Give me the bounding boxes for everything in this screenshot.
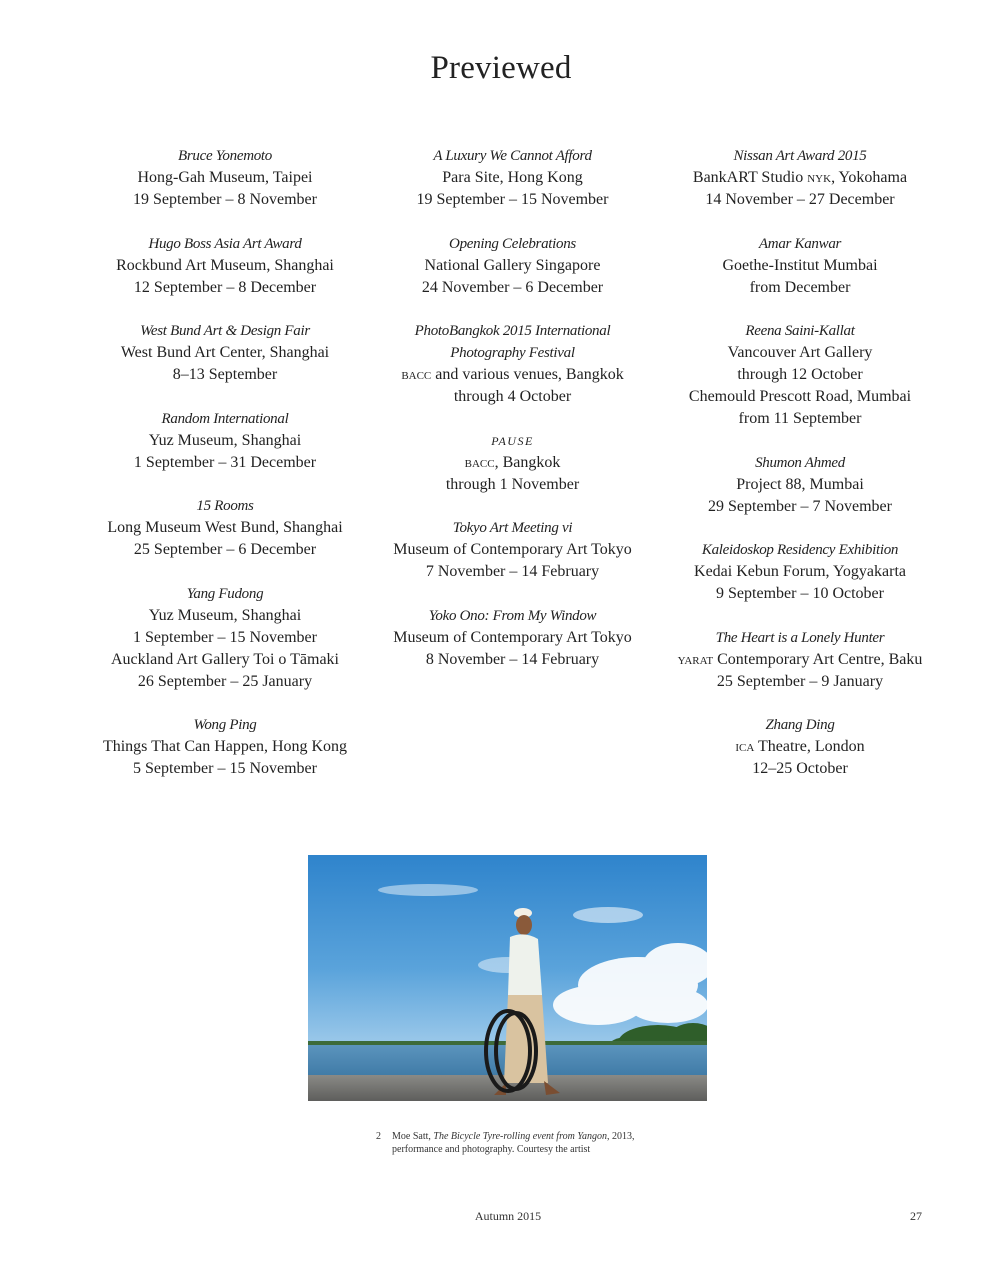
listing-title: The Heart is a Lonely Hunter [715,629,885,646]
listing-dates: 26 September – 25 January [137,672,313,690]
listing-dates: 12 September – 8 December [133,278,317,296]
listing-entry [665,627,935,693]
acronym-small-caps: bacc [401,366,432,383]
acronym-small-caps: yarat [677,650,714,668]
listing-dates: through 12 October [737,366,863,383]
listing-venue: Rockbund Art Museum, Shanghai [116,256,334,274]
listing-venue: Para Site, Hong Kong [442,169,583,186]
figure-number: 2 [376,1131,381,1142]
listing-dates: through 1 November [445,475,580,493]
caption-text [392,1130,672,1156]
listing-title: Tokyo Art Meeting vi [452,520,573,536]
acronym-small-caps: nyk [807,169,832,186]
listing-dates: 12–25 October [752,760,848,777]
listing-venue: Auckland Art Gallery Toi o Tāmaki [110,650,339,668]
page-title: Previewed [430,50,572,86]
listing-entry [90,145,360,211]
listing-venue: BankART Studio nyk, Yokohama [692,169,908,186]
listing-dates: from December [749,278,851,296]
listing-entry [90,233,360,299]
listing-venue: Things That Can Happen, Hong Kong [102,738,348,755]
listing-dates: 8–13 September [172,366,278,383]
listing-dates: 25 September – 6 December [133,541,317,558]
listing-venue: Hong-Gah Museum, Taipei [137,169,313,186]
acronym-small-caps: bacc [464,453,495,471]
footer-issue: Autumn 2015 [474,1209,542,1223]
listing-entry [378,517,648,583]
listing-title: Opening Celebrations [449,235,576,252]
listings [90,145,935,802]
listing-dates: 8 November – 14 February [425,650,600,668]
listing-dates: 1 September – 15 November [133,628,317,646]
listing-title: Random International [161,410,289,427]
listing-venue: Long Museum West Bund, Shanghai [107,519,343,536]
listing-venue: Museum of Contemporary Art Tokyo [393,628,632,646]
listing-dates: 24 November – 6 December [421,278,604,296]
listing-dates: 19 September – 15 November [416,191,609,208]
listing-entry [90,320,360,386]
listing-dates: 29 September – 7 November [708,497,892,515]
page-number: 27 [910,1209,922,1223]
figure-photo [308,855,707,1101]
listing-venue: Museum of Contemporary Art Tokyo [393,541,632,558]
listing-dates: 25 September – 9 January [716,672,884,690]
listing-entry [90,583,360,693]
listing-entry [378,430,648,496]
caption-artist: Moe Satt, [392,1131,434,1142]
listing-dates: 5 September – 15 November [133,760,317,777]
listing-title: Zhang Ding [765,717,835,733]
caption-details: , 2013, performance and photography. Courtesy the artist [392,1131,635,1155]
listing-dates: 7 November – 14 February [425,563,600,580]
listing-entry [90,408,360,474]
listing-venue: yarat Contemporary Art Centre, Baku [677,650,923,668]
listing-title: Kaleidoskop Residency Exhibition [701,542,899,558]
listing-venue: Vancouver Art Gallery [727,344,873,361]
listing-venue: bacc and various venues, Bangkok [401,366,624,383]
listing-dates: 9 September – 10 October [716,585,884,602]
listing-venue: ica Theatre, London [735,738,865,755]
listing-title: Shumon Ahmed [755,454,845,471]
listing-dates: 14 November – 27 December [705,191,895,208]
listing-title: PAUSE [491,433,534,448]
listing-dates: from 11 September [738,410,862,427]
listing-title-continued: Photography Festival [450,345,575,361]
listing-venue: Kedai Kebun Forum, Yogyakarta [694,563,906,580]
listing-dates: 1 September – 31 December [133,453,317,471]
listing-dates: 19 September – 8 November [133,191,317,208]
listing-venue: Goethe-Institut Mumbai [722,256,878,274]
listing-entry [90,714,360,780]
listing-column-3 [665,145,935,802]
listing-entry [90,495,360,561]
listing-title: West Bund Art & Design Fair [140,323,310,339]
listing-venue: National Gallery Singapore [424,256,601,274]
listing-venue: Project 88, Mumbai [736,475,864,493]
listing-entry [378,145,648,211]
listing-title: Reena Saini-Kallat [745,323,855,339]
listing-column-1 [90,145,360,802]
listing-entry [665,145,935,211]
listing-entry [665,452,935,518]
listing-title: Yang Fudong [186,585,264,602]
listing-title: PhotoBangkok 2015 International [414,323,611,339]
listing-entry [665,714,935,780]
listing-venue: Yuz Museum, Shanghai [148,431,302,449]
listing-column-2 [378,145,648,802]
listing-title: Hugo Boss Asia Art Award [148,235,302,252]
listing-title: Wong Ping [193,717,257,733]
listing-venue: bacc, Bangkok [464,453,561,471]
listing-entry [378,320,648,408]
listing-entry [665,539,935,605]
caption-work-title: The Bicycle Tyre-rolling event from Yangon [433,1131,607,1142]
photo-illustration [308,855,707,1101]
listing-entry [378,605,648,671]
listing-title: Amar Kanwar [758,235,842,252]
listing-title: A Luxury We Cannot Afford [433,148,592,164]
listing-dates: through 4 October [453,388,572,405]
listing-entry [378,233,648,299]
acronym-small-caps: ica [735,738,755,755]
listing-venue: West Bund Art Center, Shanghai [120,344,330,361]
listing-title: 15 Rooms [196,498,254,514]
listing-title: Bruce Yonemoto [178,148,272,164]
listing-title: Yoko Ono: From My Window [428,607,597,624]
listing-entry [665,233,935,299]
listing-venue: Yuz Museum, Shanghai [148,606,302,624]
listing-venue: Chemould Prescott Road, Mumbai [688,388,912,405]
listing-title: Nissan Art Award 2015 [733,148,867,164]
listing-entry [665,320,935,430]
